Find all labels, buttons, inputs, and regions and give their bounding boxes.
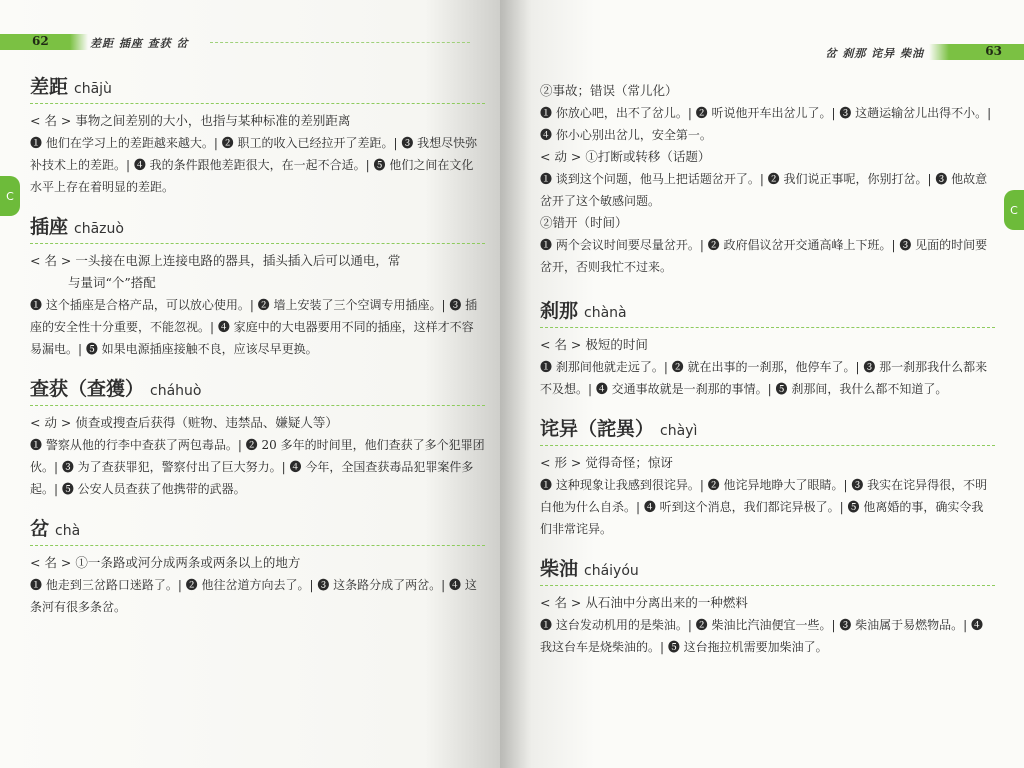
pinyin: chàyì — [660, 423, 698, 439]
header-words: 岔 刹那 诧异 柴油 — [825, 47, 924, 60]
pinyin: chà — [55, 523, 81, 539]
headword: 柴油 — [540, 558, 579, 580]
entry-head — [30, 212, 485, 244]
page-number: 63 — [985, 44, 1002, 58]
entry-head — [30, 72, 485, 104]
pinyin: chājù — [74, 81, 112, 97]
examples: ❶ 这种现象让我感到很诧异。| ❷ 他诧异地睁大了眼睛。| ❸ 我实在诧异得很，不明白他为什么自杀。| ❹ 听到这个消息，我们都诧异极了。| ❺ 他离婚的事，确实令我们非常诧异。 — [540, 478, 988, 536]
definition-continued: 与量词“个”搭配 — [68, 275, 156, 290]
entry-head — [540, 296, 995, 328]
entry-chahuo — [30, 374, 485, 500]
examples: ❶ 你放心吧，出不了岔儿。| ❷ 听说他开车出岔儿了。| ❸ 这趟运输岔儿出得不小。| ❹ 你小心别出岔儿，安全第一。 — [540, 106, 992, 142]
entry-head — [540, 414, 995, 446]
entry-cha-continued — [540, 80, 995, 278]
headword: 查获（查獲） — [30, 378, 145, 400]
entry-chazuo — [30, 212, 485, 360]
right-running-header — [504, 34, 1024, 60]
definition: < 名 > 事物之间差别的大小，也指与某种标准的差别距离 — [30, 113, 351, 128]
left-entries — [30, 72, 485, 632]
sense-label: ②事故；错误（常儿化） — [540, 83, 678, 98]
examples: ❶ 他走到三岔路口迷路了。| ❷ 他往岔道方向去了。| ❸ 这条路分成了两岔。| ❹ 这条河有很多条岔。 — [30, 578, 477, 614]
definition: < 动 > 侦查或搜查后获得（赃物、违禁品、嫌疑人等） — [30, 415, 338, 430]
right-entries — [540, 80, 995, 672]
entry-chana — [540, 296, 995, 400]
examples: ❶ 这个插座是合格产品，可以放心使用。| ❷ 墙上安装了三个空调专用插座。| ❸ 插座的安全性十分重要，不能忽视。| ❹ 家庭中的大电器要用不同的插座，这样才不容易漏电。| ❺ 如果电源插座接触不良，应该尽早更换。 — [30, 298, 478, 356]
examples: ❶ 谈到这个问题，他马上把话题岔开了。| ❷ 我们说正事呢，你别打岔。| ❸ 他故意岔开了这个敏感问题。 — [540, 172, 988, 208]
definition: < 名 > ①一条路或河分成两条或两条以上的地方 — [30, 555, 301, 570]
page-number: 62 — [32, 34, 49, 48]
left-running-header — [0, 34, 470, 52]
headword: 诧异（詫異） — [540, 418, 655, 440]
definition: < 名 > 极短的时间 — [540, 337, 648, 352]
pinyin: chāzuò — [74, 221, 124, 237]
header-rule — [210, 42, 470, 43]
left-page — [0, 0, 500, 768]
sense-label: < 动 > ①打断或转移（话题） — [540, 149, 711, 164]
pinyin: cháhuò — [150, 383, 202, 399]
entry-head — [30, 374, 485, 406]
headword: 刹那 — [540, 300, 579, 322]
pinyin: cháiyóu — [584, 563, 639, 579]
entry-head — [540, 554, 995, 586]
entry-chaju — [30, 72, 485, 198]
definition: < 形 > 觉得奇怪；惊讶 — [540, 455, 673, 470]
headword: 差距 — [30, 76, 69, 98]
sense-label: ②错开（时间） — [540, 215, 628, 230]
definition: < 名 > 从石油中分离出来的一种燃料 — [540, 595, 748, 610]
headword: 插座 — [30, 216, 69, 238]
entry-chaiyou — [540, 554, 995, 658]
pinyin: chànà — [584, 305, 627, 321]
examples: ❶ 警察从他的行李中查获了两包毒品。| ❷ 20 多年的时间里，他们查获了多个犯罪团伙。| ❸ 为了查获罪犯，警察付出了巨大努力。| ❹ 今年，全国查获毒品犯罪案件多起。| ❺ 公安人员查获了他携带的武器。 — [30, 438, 485, 496]
entry-chayi — [540, 414, 995, 540]
letter-tab: C — [1004, 190, 1024, 230]
entry-cha — [30, 514, 485, 618]
header-words: 差距 插座 查获 岔 — [90, 37, 189, 50]
headword: 岔 — [30, 518, 50, 540]
examples: ❶ 这台发动机用的是柴油。| ❷ 柴油比汽油便宜一些。| ❸ 柴油属于易燃物品。| ❹ 我这台车是烧柴油的。| ❺ 这台拖拉机需要加柴油了。 — [540, 618, 984, 654]
entry-head — [30, 514, 485, 546]
examples: ❶ 刹那间他就走远了。| ❷ 就在出事的一刹那，他停车了。| ❸ 那一刹那我什么都来不及想。| ❹ 交通事故就是一刹那的事情。| ❺ 刹那间，我什么都不知道了。 — [540, 360, 988, 396]
examples: ❶ 他们在学习上的差距越来越大。| ❷ 职工的收入已经拉开了差距。| ❸ 我想尽快弥补技术上的差距。| ❹ 我的条件跟他差距很大，在一起不合适。| ❺ 他们之间在文化水平上存在着明显的差距。 — [30, 136, 478, 194]
letter-tab: C — [0, 176, 20, 216]
examples: ❶ 两个会议时间要尽量岔开。| ❷ 政府倡议岔开交通高峰上下班。| ❸ 见面的时间要岔开，否则我忙不过来。 — [540, 238, 988, 274]
definition: < 名 > 一头接在电源上连接电路的器具，插头插入后可以通电，常 — [30, 253, 401, 268]
right-page — [500, 0, 1024, 768]
